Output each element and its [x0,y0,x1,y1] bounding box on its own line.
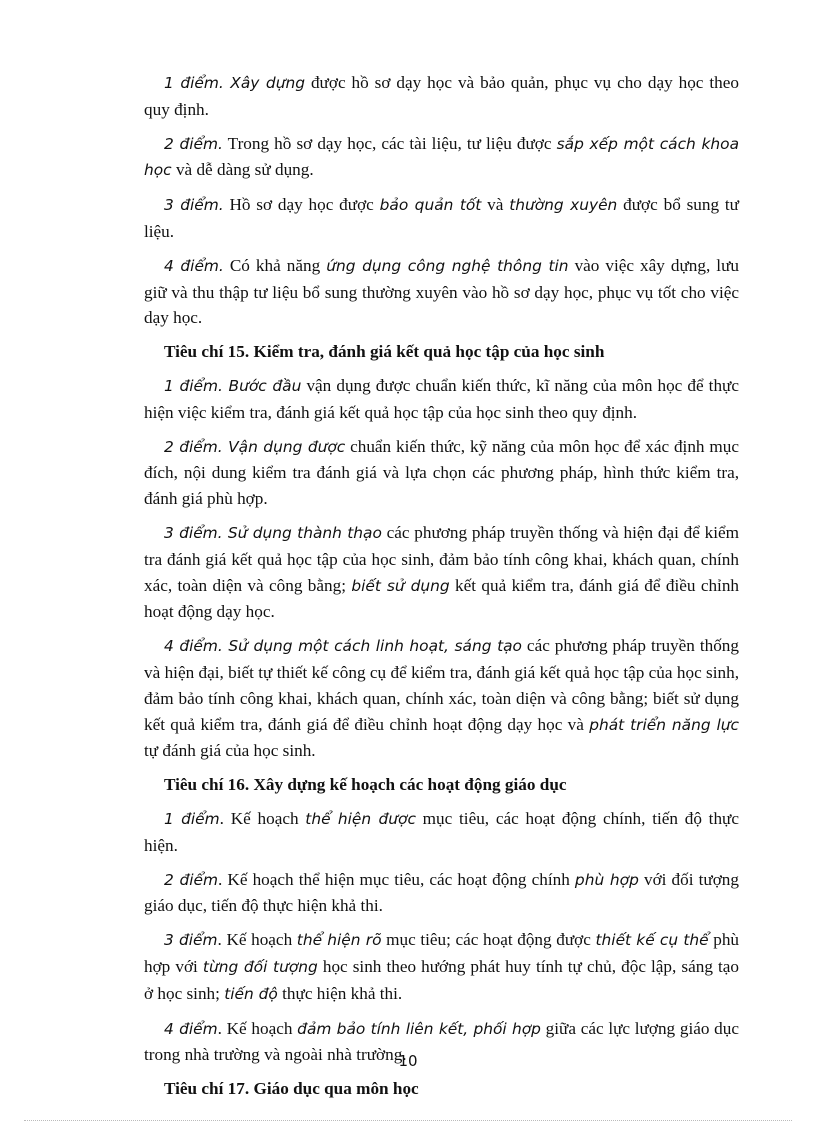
italic-phrase: 4 điểm. Sử dụng một cách linh hoạt, sáng tạo [164,637,522,656]
body-paragraph [144,520,739,625]
text-run: Trong hồ sơ dạy học, các tài liệu, tư liệu được [222,133,557,153]
text-run: Có khả năng [223,255,327,275]
italic-phrase: phù hợp [574,870,639,889]
text-run: tự đánh giá của học sinh. [144,741,316,761]
italic-phrase: sắp xếp một cách khoa học [144,134,740,180]
text-run: giữa các lực lượng giáo dục trong nhà trường và ngoài nhà trường. [144,1018,739,1065]
text-run: vận dụng được chuẩn kiến thức, kĩ năng của môn học để thực hiện việc kiểm tra, đánh giá kết quả học tập của học sinh theo quy định. [144,375,739,422]
italic-phrase: 3 điểm. [164,196,224,215]
italic-phrase: từng đối tượng [202,957,318,976]
body-paragraph [144,867,739,920]
section-heading: Tiêu chí 15. Kiểm tra, đánh giá kết quả học tập của học sinh [164,342,605,362]
text-run: . Kế hoạch [219,808,306,828]
text-run: kết quả kiểm tra, đánh giá để điều chỉnh hoạt động dạy học. [144,575,740,622]
italic-phrase: tiến độ [224,984,278,1003]
text-run: các phương pháp truyền thống và hiện đại để kiểm tra đánh giá kết quả học tập của học sinh, đảm bảo tính công khai, khách quan, chính xác, toàn diện và công bằng; [144,522,739,595]
italic-phrase: biết sử dụng [351,576,450,595]
italic-phrase: thiết kế cụ thể [595,931,709,950]
text-run: với đối tượng giáo dục, tiến độ thực hiện khả thi. [144,869,739,916]
body-paragraph [144,253,739,331]
text-run: học sinh theo hướng phát huy tính tự chủ, độc lập, sáng tạo ở học sinh; [144,956,739,1003]
italic-phrase: 3 điểm. Sử dụng thành thạo [164,523,382,542]
italic-phrase: phát triển năng lực [589,715,739,734]
italic-phrase: 2 điểm. [164,134,223,153]
italic-phrase: 4 điểm [164,1019,218,1038]
body-paragraph [144,927,739,1007]
text-run: và dễ dàng sử dụng. [171,160,314,180]
body-paragraph [144,131,739,185]
text-run: . Kế hoạch [217,1018,298,1038]
text-run: . Kế hoạch thể hiện mục tiêu, các hoạt động chính [218,869,575,889]
italic-phrase: ứng dụng công nghệ thông tin [326,256,569,275]
italic-phrase: 1 điểm. Bước đầu [164,376,302,395]
body-paragraph [144,806,739,859]
italic-phrase: 4 điểm. [164,256,224,275]
body-paragraph [144,70,739,123]
body-paragraph [144,373,739,426]
italic-phrase: 2 điểm. Vận dụng được [164,437,346,456]
body-paragraph [144,192,739,245]
text-run: thực hiện khả thi. [277,983,403,1003]
text-run: phù hợp với [144,930,739,976]
body-paragraph [144,633,739,764]
italic-phrase: bảo quản tốt [379,196,482,215]
page-number: 10 [398,1052,418,1070]
document-body [144,70,739,1110]
bottom-divider [24,1120,792,1121]
text-run: và [481,195,510,215]
italic-phrase: thường xuyên [509,196,618,215]
text-run: vào việc xây dựng, lưu giữ và thu thập tư liệu bổ sung thường xuyên vào hồ sơ dạy học, phục vụ tốt cho việc dạy học. [144,255,739,328]
italic-phrase: 3 điểm [164,931,218,950]
body-paragraph [144,434,739,512]
section-heading: Tiêu chí 17. Giáo dục qua môn học [164,1079,419,1099]
italic-phrase: thể hiện rõ [296,931,382,950]
italic-phrase: 1 điểm. [164,74,231,92]
italic-phrase: 2 điểm [164,870,219,889]
italic-phrase: thể hiện được [305,809,416,828]
italic-phrase: đảm bảo tính liên kết, phối hợp [297,1019,541,1038]
text-run: Hồ sơ dạy học được [223,195,380,215]
text-run: mục tiêu, các hoạt động chính, tiến độ thực hiện. [144,808,739,855]
text-run: được bổ sung tư liệu. [144,195,739,241]
italic-phrase: 1 điểm [164,809,220,828]
italic-phrase: Xây dựng [230,74,305,92]
section-heading: Tiêu chí 16. Xây dựng kế hoạch các hoạt động giáo dục [164,775,567,795]
text-run: được hồ sơ dạy học và bảo quản, phục vụ cho dạy học theo quy định. [144,73,739,119]
text-run: mục tiêu; các hoạt động được [381,930,596,950]
text-run: chuẩn kiến thức, kỹ năng của môn học để xác định mục đích, nội dung kiểm tra đánh giá và lựa chọn các phương pháp, hình thức kiểm tra, đánh giá phù hợp. [144,436,739,509]
text-run: các phương pháp truyền thống và hiện đại, biết tự thiết kế công cụ để kiểm tra, đánh giá kết quả học tập của học sinh, đảm bảo tính công khai, khách quan, chính xác, toàn diện và công bằng; biết sử dụng kết quả kiểm tra, đánh giá để điều chỉnh hoạt động dạy học và [144,636,739,734]
text-run: . Kế hoạch [217,930,297,950]
